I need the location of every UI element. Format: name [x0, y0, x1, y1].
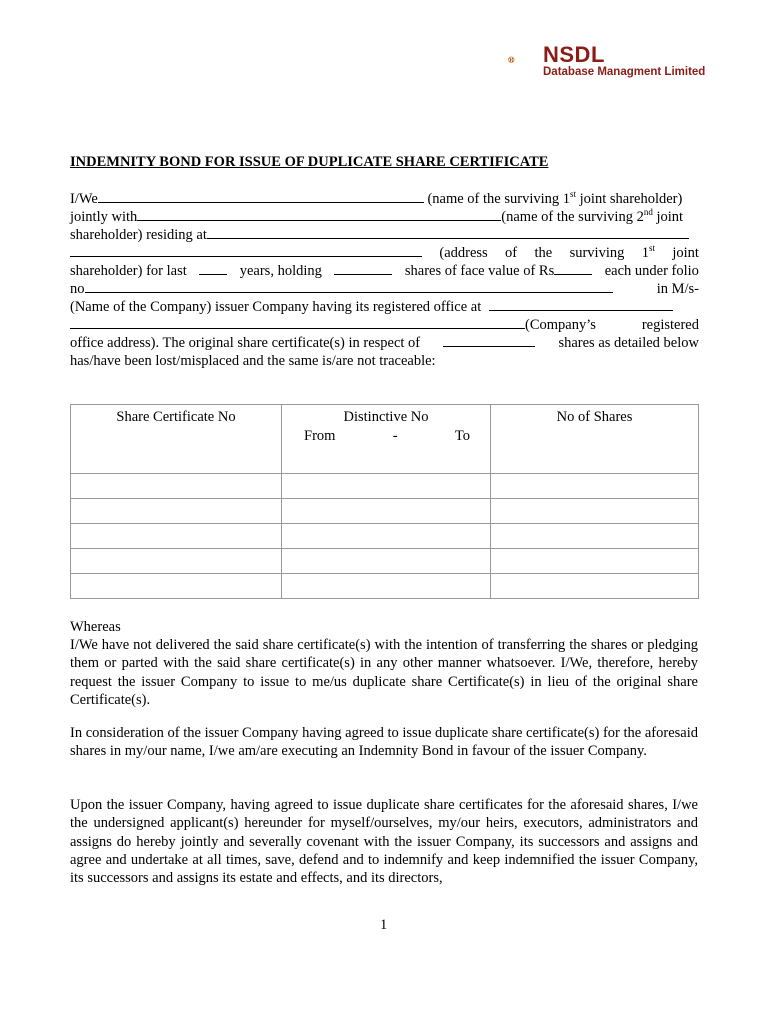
table-cell[interactable]: [282, 524, 491, 549]
shares-count-blank[interactable]: [443, 334, 535, 347]
form-text: (name of the surviving 1: [427, 191, 571, 207]
form-text: office address). The original share certificate(s) in respect of: [70, 335, 421, 351]
form-sup: st: [570, 189, 577, 200]
form-text: joint: [672, 245, 699, 261]
logo-brand: NSDL: [543, 42, 605, 67]
surviving-first-holder-blank[interactable]: [98, 190, 424, 203]
company-name-blank[interactable]: [489, 298, 673, 311]
header-to: To: [454, 428, 470, 444]
form-text: in M/s-: [656, 281, 699, 297]
table-cell[interactable]: [282, 574, 491, 599]
face-value-blank[interactable]: [554, 262, 592, 275]
form-text: surviving: [569, 245, 625, 261]
form-text: shareholder) residing at: [70, 227, 207, 243]
years-blank[interactable]: [199, 262, 227, 275]
form-line-7: [70, 298, 673, 316]
table-cell[interactable]: [491, 524, 699, 549]
form-line-10: [70, 352, 436, 370]
form-text: has/have been lost/misplaced and the same is/are not traceable:: [70, 353, 436, 369]
page-number: 1: [380, 917, 388, 933]
registered-office-blank[interactable]: [70, 316, 525, 329]
form-text: joint shareholder): [576, 191, 683, 207]
joint-holder-blank[interactable]: [137, 208, 501, 221]
form-text: (name of the surviving 2: [501, 209, 644, 225]
form-text: years, holding: [239, 263, 322, 279]
header-distinctive-no: Distinctive No From - To: [282, 405, 491, 474]
folio-blank[interactable]: [85, 280, 613, 293]
form-text: shares of face value of Rs: [404, 263, 555, 279]
form-line-8: [70, 316, 699, 334]
header-no-of-shares: No of Shares: [491, 405, 699, 474]
table-cell[interactable]: [71, 524, 282, 549]
form-line-1: [70, 190, 699, 208]
shares-held-blank[interactable]: [334, 262, 392, 275]
table-cell[interactable]: [491, 499, 699, 524]
form-text: jointly with: [70, 209, 138, 225]
form-text: of: [505, 245, 518, 261]
nsdl-logo-icon: [508, 42, 544, 78]
form-text: shares as detailed below: [558, 335, 699, 351]
form-text: (address: [439, 245, 488, 261]
form-line-2: [70, 208, 683, 226]
table-cell[interactable]: [491, 549, 699, 574]
paragraph-2: In consideration of the issuer Company having agreed to issue duplicate share certificate(s) for the aforesaid shares in my/our name, I/we am/are executing an Indemnity Bond in favour of the issuer Company.: [70, 725, 698, 760]
form-text: registered: [641, 317, 699, 333]
form-line-5: [70, 262, 699, 280]
header-share-certificate-no: Share Certificate No: [71, 405, 282, 474]
form-text: I/We: [70, 191, 98, 207]
form-text: (Company’s: [525, 317, 596, 333]
paragraph-1: I/We have not delivered the said share certificate(s) with the intention of transferring the shares or pledging them or parted with the said share certificate(s) in any other manner whatsoever. I/We, therefore, hereby request the issuer Company to issue to me/us duplicate share Certificate(s) in lieu of the original share Certificate(s).: [70, 637, 698, 708]
table-cell[interactable]: [282, 549, 491, 574]
header-dash: -: [392, 428, 398, 444]
form-line-4: [70, 244, 699, 262]
form-sup: nd: [643, 207, 653, 218]
whereas-label: Whereas: [70, 619, 121, 635]
form-line-3: [70, 226, 689, 244]
form-line-9: [70, 334, 699, 352]
form-text: no: [70, 281, 85, 297]
table-cell[interactable]: [282, 474, 491, 499]
header-from: From: [304, 428, 336, 444]
table-cell[interactable]: [282, 499, 491, 524]
share-details-table: [70, 404, 699, 599]
paragraph-3: Upon the issuer Company, having agreed to issue duplicate share certificates for the aforesaid shares, I/we the undersigned applicant(s) hereunder for myself/ourselves, my/our heirs, executors, administrators and assigns do hereby jointly and severally covenant with the issuer Company, its successors and assigns and agree and undertake at all times, save, defend and to indemnify and keep indemnified the issuer Company, its successors and assigns its estate and effects, and its directors,: [70, 797, 698, 887]
form-sup: st: [648, 243, 655, 254]
logo-subtitle: Database Managment Limited: [543, 66, 706, 78]
form-text: each under folio: [604, 263, 699, 279]
page-title: INDEMNITY BOND FOR ISSUE OF DUPLICATE SHARE CERTIFICATE: [70, 154, 549, 170]
form-text: the: [534, 245, 553, 261]
form-text: shareholder) for last: [70, 263, 187, 279]
form-line-6: [70, 280, 699, 298]
table-row: [71, 574, 699, 599]
table-row: [71, 524, 699, 549]
form-text: 1: [641, 245, 649, 261]
address-blank[interactable]: [70, 244, 422, 257]
table-cell[interactable]: [491, 574, 699, 599]
form-text: joint: [652, 209, 684, 225]
table-cell[interactable]: [491, 474, 699, 499]
table-row: [71, 549, 699, 574]
residence-blank[interactable]: [207, 226, 689, 239]
table-cell[interactable]: [71, 474, 282, 499]
form-text: (Name of the Company) issuer Company having its registered office at: [70, 299, 482, 315]
table-header-row: [71, 405, 699, 474]
table-row: [71, 474, 699, 499]
table-cell[interactable]: [71, 574, 282, 599]
table-cell[interactable]: [71, 549, 282, 574]
table-row: [71, 499, 699, 524]
table-cell[interactable]: [71, 499, 282, 524]
